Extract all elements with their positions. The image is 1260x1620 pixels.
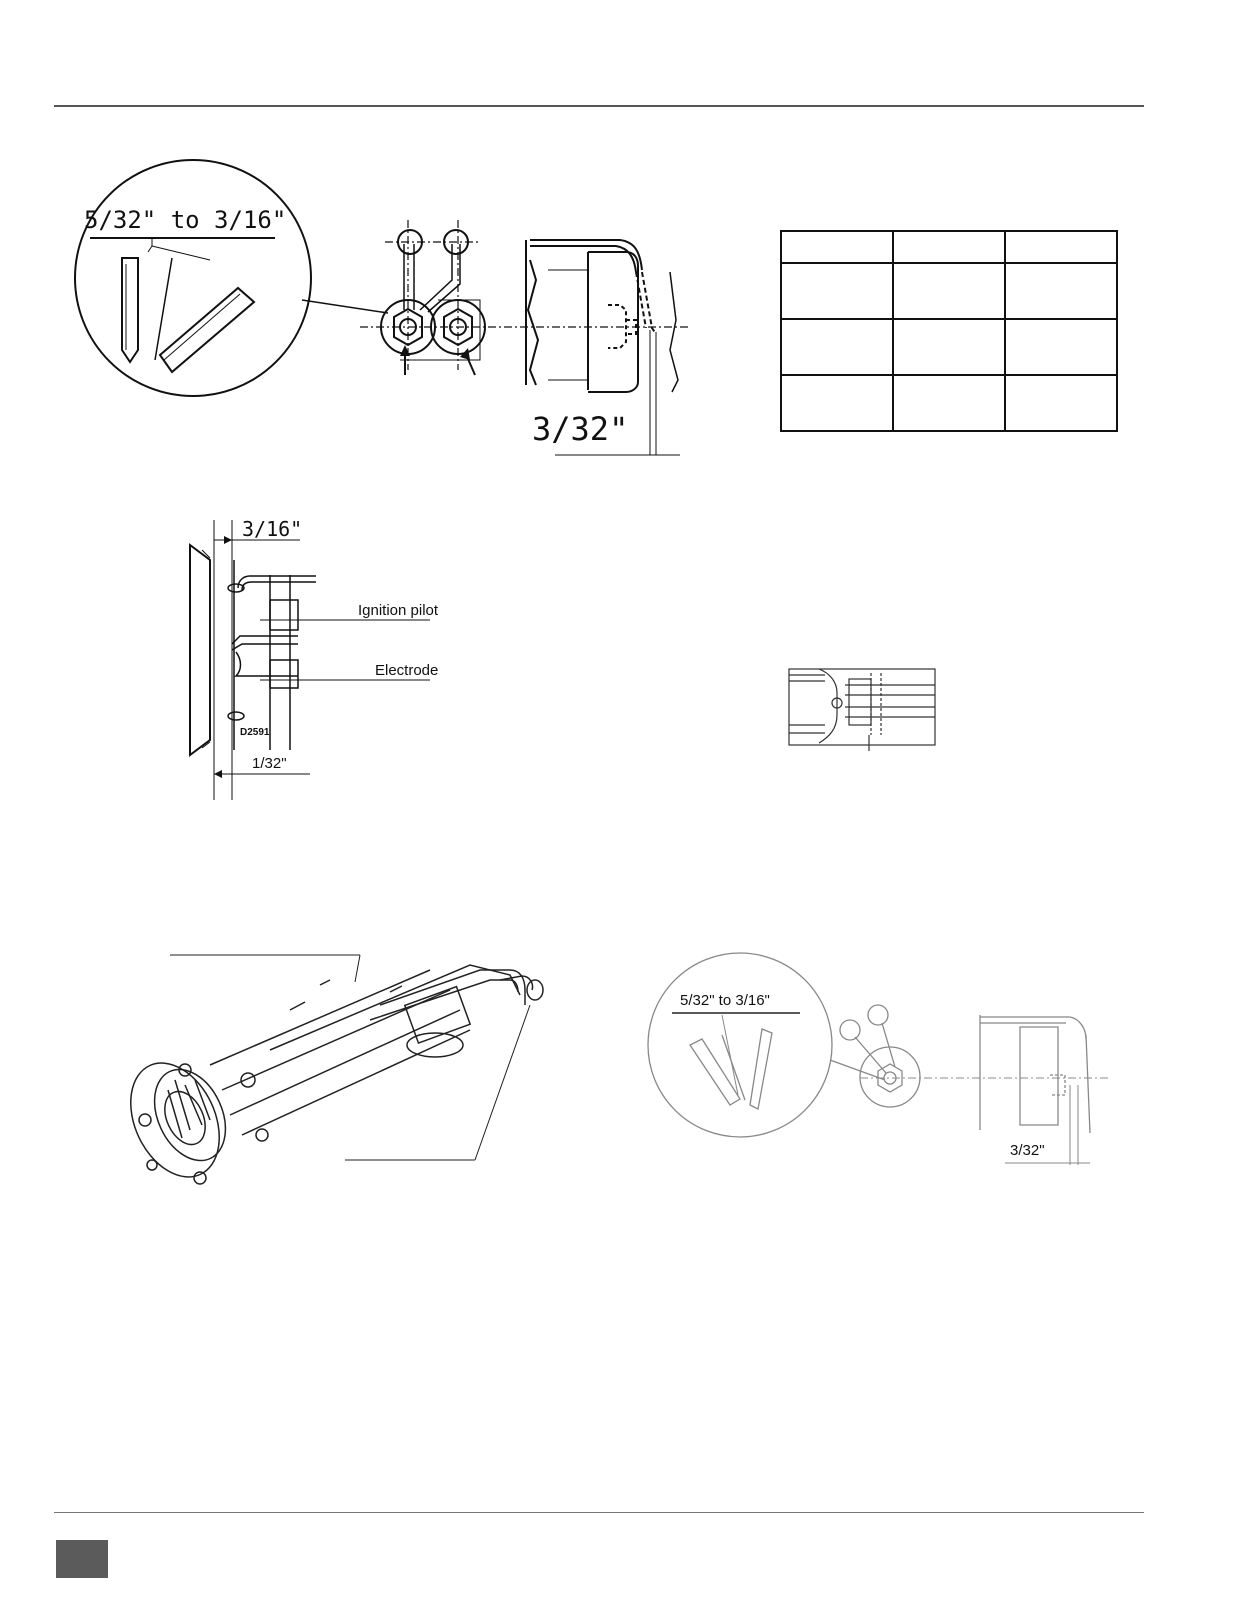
burner-head-small-figure bbox=[785, 665, 940, 765]
drawing-code: D2591 bbox=[240, 727, 270, 738]
table-cell bbox=[1005, 319, 1117, 375]
table-cell bbox=[893, 319, 1005, 375]
footer-rule bbox=[54, 1512, 1144, 1513]
table-cell bbox=[1005, 263, 1117, 319]
electrode-label: Electrode bbox=[375, 662, 439, 679]
table-row bbox=[781, 375, 1117, 431]
spec-table bbox=[780, 230, 1118, 432]
table-cell bbox=[893, 263, 1005, 319]
table-cell bbox=[1005, 231, 1117, 263]
electrode-gap-figure bbox=[60, 160, 720, 480]
table-row bbox=[781, 319, 1117, 375]
bottom-dimension-label: 1/32" bbox=[252, 755, 287, 772]
ignition-pilot-label: Ignition pilot bbox=[358, 602, 439, 619]
page-number-tab bbox=[56, 1540, 108, 1578]
ignition-pilot-figure bbox=[180, 517, 470, 800]
table-cell bbox=[781, 263, 893, 319]
table-cell bbox=[893, 231, 1005, 263]
header-rule bbox=[54, 105, 1144, 107]
detail-magnifier-circle bbox=[75, 160, 311, 396]
offset-dimension-label-lower: 3/32" bbox=[1010, 1142, 1045, 1159]
table-cell bbox=[781, 231, 893, 263]
table-cell bbox=[781, 375, 893, 431]
table-row bbox=[781, 263, 1117, 319]
table-cell bbox=[893, 375, 1005, 431]
table-cell bbox=[1005, 375, 1117, 431]
burner-assembly-figure bbox=[130, 950, 590, 1200]
gap-dimension-label-lower: 5/32" to 3/16" bbox=[680, 992, 770, 1009]
gap-dimension-label: 5/32" to 3/16" bbox=[84, 206, 287, 234]
electrode-gap-figure-lower bbox=[650, 955, 1120, 1185]
table-cell bbox=[781, 319, 893, 375]
top-dimension-label: 3/16" bbox=[242, 517, 303, 541]
table-row bbox=[781, 231, 1117, 263]
offset-dimension-label: 3/32" bbox=[532, 410, 629, 448]
